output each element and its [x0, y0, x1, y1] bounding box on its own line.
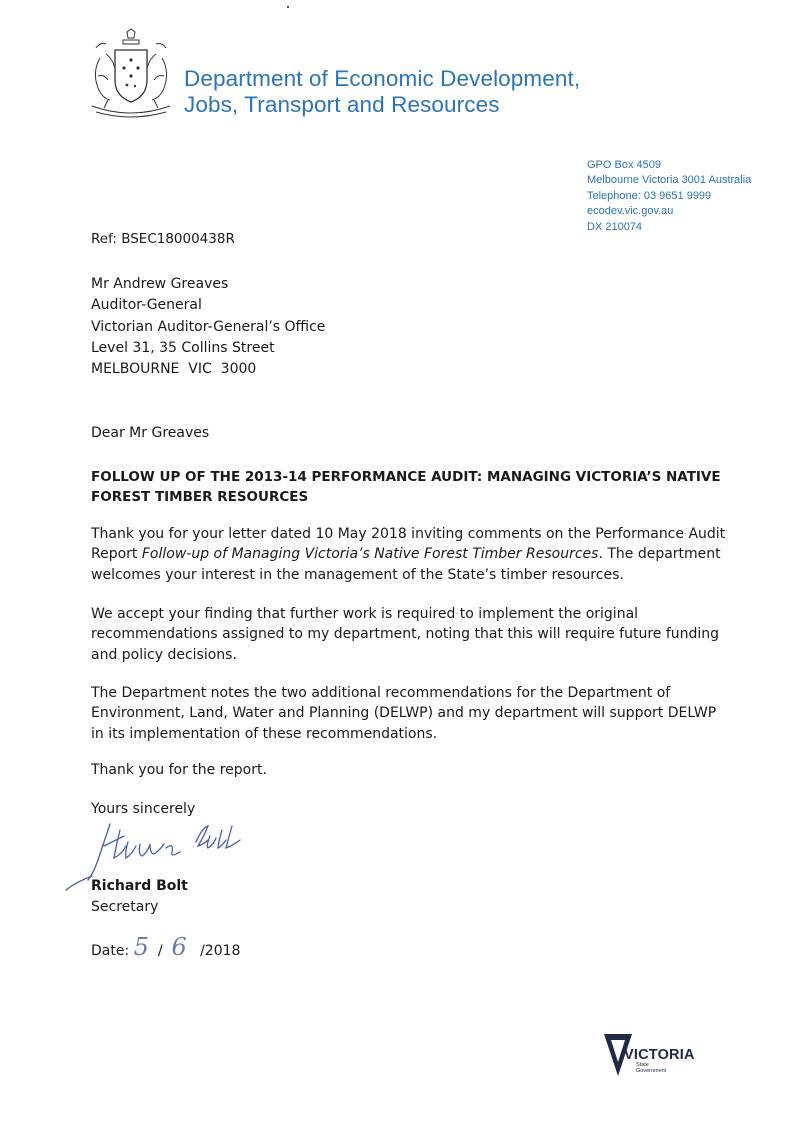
body-paragraph-2: We accept your finding that further work is required to implement the original recommendations assigned to my department, noting that this will require future funding and policy decisions. — [91, 606, 720, 663]
body-paragraph-1 — [91, 524, 731, 585]
logo-subtitle — [636, 1062, 666, 1074]
letter-subject — [91, 468, 731, 507]
body-paragraph-3: The Department notes the two additional recommendations for the Department of Environment, Land, Water and Planning (DELWP) and my department will support DELWP in its implementation of these recommendations. — [91, 685, 717, 742]
department-name-line-1: Department of Economic Development, — [184, 66, 581, 91]
reference-number: Ref: BSEC18000438R — [91, 231, 235, 247]
logo-subtitle-line: Government — [636, 1068, 667, 1074]
thanks-line: Thank you for the report. — [91, 762, 267, 778]
victoria-coat-of-arms-icon — [86, 28, 176, 120]
subject-line-2: FOREST TIMBER RESOURCES — [91, 488, 309, 505]
recipient-address — [91, 274, 325, 380]
signatory-title: Secretary — [91, 899, 159, 915]
address-line: Telephone: 03 9651 9999 — [587, 189, 712, 202]
signatory-name: Richard Bolt — [91, 878, 188, 894]
address-line: ecodev.vic.gov.au — [587, 205, 674, 218]
date-separator: / — [157, 943, 163, 959]
salutation: Dear Mr Greaves — [91, 425, 210, 441]
address-line: DX 210074 — [587, 220, 643, 233]
address-line: Melbourne Victoria 3001 Australia — [587, 174, 752, 187]
date-label: Date: — [91, 943, 130, 959]
department-name-line-2: Jobs, Transport and Resources — [184, 92, 500, 117]
logo-wordmark: VICTORIA — [624, 1047, 695, 1063]
address-line: GPO Box 4509 — [587, 159, 661, 171]
paragraph-text: Thank you for your letter dated 10 May 2018 inviting comments on the Performance Audit Report — [91, 526, 726, 563]
subject-line-1: FOLLOW UP OF THE 2013-14 PERFORMANCE AUDIT: MANAGING VICTORIA’S NATIVE — [91, 469, 721, 485]
recipient-line: Mr Andrew Greaves — [91, 276, 229, 292]
date-year: /2018 — [200, 943, 241, 959]
recipient-line: Victorian Auditor-General’s Office — [91, 318, 326, 335]
report-title: Follow-up of Managing Victoria’s Native Forest Timber Resources — [141, 546, 599, 563]
date-line — [91, 933, 240, 961]
recipient-line: Level 31, 35 Collins Street — [91, 339, 275, 356]
paragraph-text: . The department welcomes your interest in the management of the State’s timber resources. — [91, 546, 721, 583]
date-day-handwritten: 5 — [133, 933, 149, 961]
logo-subtitle-line: State — [636, 1062, 649, 1068]
scan-speck — [287, 6, 289, 8]
recipient-line: MELBOURNE VIC 3000 — [91, 361, 257, 378]
recipient-line: Auditor-General — [91, 297, 202, 314]
return-address-block — [587, 158, 751, 235]
closing-line: Yours sincerely — [91, 801, 196, 817]
date-month-handwritten: 6 — [171, 933, 187, 961]
department-name — [184, 66, 580, 118]
